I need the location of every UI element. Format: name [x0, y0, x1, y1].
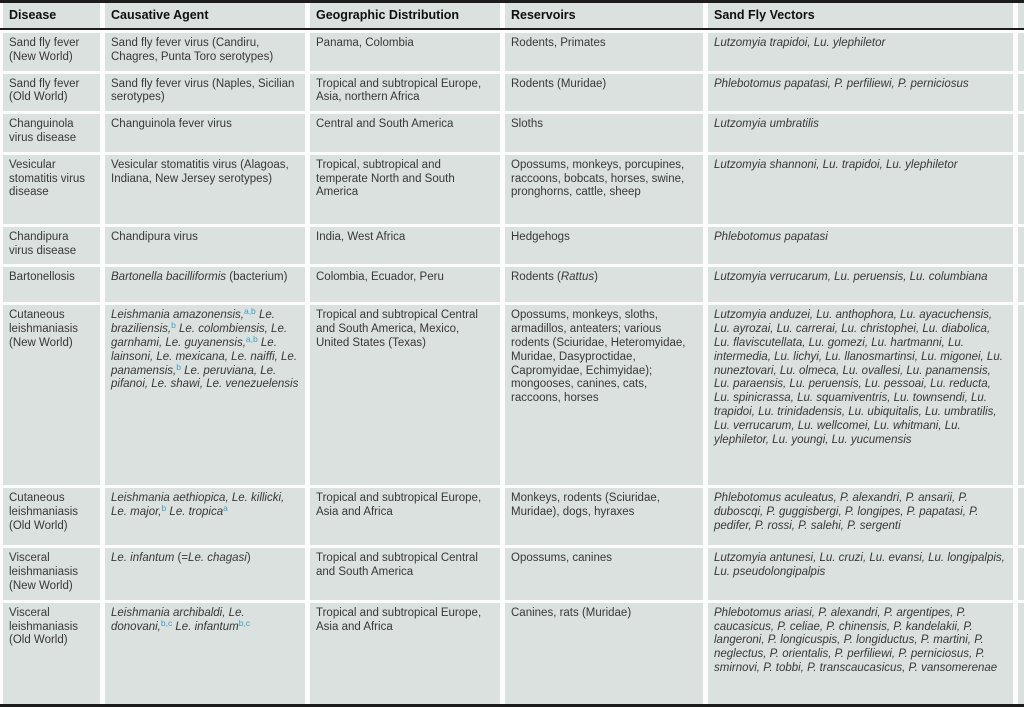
text-segment: Phlebotomus aculeatus, P. alexandri, P. ansarii, P. duboscqi, P. guggisbergi, P. longipes, P. papatasi, P. pedifer, P. rossi, P. salehi, P. sergenti	[714, 492, 979, 532]
column-header-geographic-distribution: Geographic Distribution	[310, 3, 500, 28]
table-row	[0, 267, 1024, 302]
text-segment: Leishmania archibaldi, Le. donovani,	[111, 606, 245, 633]
reservoirs-cell	[505, 488, 703, 545]
sand-fly-vectors-cell	[708, 548, 1013, 599]
text-segment: Opossums, canines	[511, 552, 612, 565]
text-segment: Phlebotomus papatasi, P. perfiliewi, P. perniciosus	[714, 77, 969, 90]
geographic-distribution-cell: India, West Africa	[310, 227, 500, 265]
geographic-distribution-cell: Colombia, Ecuador, Peru	[310, 267, 500, 302]
disease-cell: Sand fly fever (New World)	[3, 33, 100, 71]
text-segment: Le. infantum	[172, 620, 239, 633]
text-segment: Sloths	[511, 118, 543, 131]
text-segment: )	[246, 552, 251, 565]
edge-sliver-cell	[1018, 488, 1024, 545]
edge-sliver-cell	[1018, 114, 1024, 152]
footnote-marker: b,c	[238, 617, 251, 628]
text-segment: Lutzomyia trapidoi, Lu. ylephiletor	[714, 37, 886, 49]
edge-sliver-cell	[1018, 33, 1024, 71]
geographic-distribution-cell: Tropical and subtropical Europe, Asia, northern Africa	[310, 74, 500, 112]
text-segment: Rodents, Primates	[511, 37, 606, 49]
geographic-distribution-cell: Panama, Colombia	[310, 33, 500, 71]
text-segment: Canines, rats (Muridae)	[511, 606, 632, 619]
sand-fly-vectors-cell	[708, 114, 1013, 152]
causative-agent-cell	[105, 114, 305, 152]
text-segment: Lutzomyia umbratilis	[714, 118, 819, 131]
reservoirs-cell	[505, 33, 703, 71]
edge-sliver-cell	[1018, 74, 1024, 112]
text-segment: Lutzomyia shannoni, Lu. trapidoi, Lu. ylephiletor	[714, 158, 958, 171]
disease-cell: Bartonellosis	[3, 267, 100, 302]
column-header-sand-fly-vectors: Sand Fly Vectors	[708, 3, 1013, 28]
column-header-disease: Disease	[3, 3, 100, 28]
disease-cell: Visceral leishmaniasis (New World)	[3, 548, 100, 599]
table-header-row	[0, 3, 1024, 30]
table-row	[0, 305, 1024, 485]
text-segment: Leishmania amazonensis,	[111, 309, 244, 322]
text-segment: Le. lainsoni, Le. mexicana, Le. naiffi, Le. panamensis,	[111, 336, 298, 377]
text-segment: Lutzomyia antunesi, Lu. cruzi, Lu. evansi, Lu. longipalpis, Lu. pseudolongipalpis	[714, 552, 1005, 579]
text-segment: Vesicular stomatitis virus (Alagoas, Indiana, New Jersey serotypes)	[111, 158, 289, 185]
causative-agent-cell	[105, 603, 305, 704]
text-segment: Lutzomyia anduzei, Lu. anthophora, Lu. ayacuchensis, Lu. ayrozai, Lu. carrerai, Lu. christophei, Lu. diabolica, Lu. flaviscutellata, Lu. gomezi, Lu. hartmanni, Lu. intermedia, Lu. lichyi, Lu. llanosmartinsi, Lu. migonei, Lu. nuneztovari, Lu. olmeca, Lu. ovallesi, Lu. panamensis, Lu. paraensis, Lu. peruensis, Lu. pessoai, Lu. reducta, Lu. spinicrassa, Lu. squamiventris, Lu. townsendi, Lu. trapidoi, Lu. trinidadensis, Lu. ubiquitalis, Lu. umbratilis, Lu. verrucarum, Lu. wellcomei, Lu. whitmani, Lu. ylephiletor, Lu. youngi, Lu. yucumensis	[714, 309, 1003, 446]
geographic-distribution-cell: Tropical, subtropical and temperate North and South America	[310, 155, 500, 224]
edge-sliver-cell	[1018, 267, 1024, 302]
edge-sliver-cell	[1018, 227, 1024, 265]
edge-sliver-cell	[1018, 155, 1024, 224]
footnote-marker: b	[176, 361, 181, 372]
text-segment: (bacterium)	[226, 271, 288, 284]
table-row	[0, 603, 1024, 704]
disease-cell: Changuinola virus disease	[3, 114, 100, 152]
footnote-marker: a	[223, 503, 228, 514]
geographic-distribution-cell: Tropical and subtropical Central and South America	[310, 548, 500, 599]
text-segment: Le. braziliensis,	[111, 309, 275, 336]
text-segment: Le. infantum	[111, 552, 175, 565]
sand-fly-vectors-cell	[708, 33, 1013, 71]
table-row	[0, 33, 1024, 71]
reservoirs-cell	[505, 267, 703, 302]
reservoirs-cell	[505, 114, 703, 152]
footnote-marker: a,b	[245, 333, 258, 344]
footnote-marker: b	[161, 503, 167, 514]
text-segment: Le. colombiensis, Le. garnhami, Le. guyanensis,	[111, 323, 288, 349]
disease-cell: Visceral leishmaniasis (Old World)	[3, 603, 100, 704]
text-segment: Chandipura virus	[111, 230, 198, 243]
table-row	[0, 74, 1024, 112]
text-segment: Lutzomyia verrucarum, Lu. peruensis, Lu. columbiana	[714, 271, 988, 284]
text-segment: Phlebotomus papatasi	[714, 230, 828, 243]
text-segment: Changuinola fever virus	[111, 118, 232, 131]
causative-agent-cell	[105, 155, 305, 224]
reservoirs-cell	[505, 305, 703, 485]
text-segment: Bartonella bacilliformis	[111, 271, 227, 284]
reservoirs-cell	[505, 227, 703, 265]
text-segment: Opossums, monkeys, sloths, armadillos, anteaters; various rodents (Sciuridae, Heteromyidae, Muridae, Dasyproctidae, Capromyidae, Echimyidae); mongooses, canines, cats, raccoons, horses	[511, 309, 686, 405]
text-segment: Le. peruviana, Le. pifanoi, Le. shawi, Le. venezuelensis	[111, 364, 299, 391]
causative-agent-cell	[105, 305, 305, 485]
causative-agent-cell	[105, 488, 305, 545]
text-segment: Le. tropica	[166, 506, 224, 519]
table-row	[0, 227, 1024, 265]
sand-fly-vectors-cell	[708, 155, 1013, 224]
sand-fly-vectors-cell	[708, 267, 1013, 302]
table-row	[0, 548, 1024, 599]
footnote-marker: b,c	[160, 617, 173, 628]
text-segment: Phlebotomus ariasi, P. alexandri, P. argentipes, P. caucasicus, P. celiae, P. chinensis, P. kandelakii, P. langeroni, P. longicuspis, P. longiductus, P. martini, P. neglectus, P. orientalis, P. perfiliewi, P. perniciosus, P. smirnovi, P. tobbi, P. transcaucasicus, P. vansomerenae	[714, 606, 998, 674]
edge-sliver-cell	[1018, 3, 1024, 28]
edge-sliver-cell	[1018, 548, 1024, 599]
reservoirs-cell	[505, 74, 703, 112]
text-segment: Rodents (	[511, 271, 561, 284]
table-row	[0, 488, 1024, 545]
disease-cell: Cutaneous leishmaniasis (Old World)	[3, 488, 100, 545]
text-segment: Le. chagasi	[188, 552, 247, 565]
text-segment: Monkeys, rodents (Sciuridae, Muridae), dogs, hyraxes	[511, 492, 660, 519]
causative-agent-cell	[105, 227, 305, 265]
sand-fly-vectors-cell	[708, 305, 1013, 485]
footnote-marker: a,b	[243, 306, 256, 317]
text-segment: Rodents (Muridae)	[511, 77, 607, 90]
disease-cell: Sand fly fever (Old World)	[3, 74, 100, 112]
geographic-distribution-cell: Tropical and subtropical Central and South America, Mexico, United States (Texas)	[310, 305, 500, 485]
sand-fly-vectors-cell	[708, 74, 1013, 112]
column-header-reservoirs: Reservoirs	[505, 3, 703, 28]
sand-fly-vectors-cell	[708, 488, 1013, 545]
causative-agent-cell	[105, 548, 305, 599]
text-segment: Hedgehogs	[511, 230, 570, 243]
geographic-distribution-cell: Central and South America	[310, 114, 500, 152]
text-segment: Opossums, monkeys, porcupines, raccoons, bobcats, horses, swine, pronghorns, cattle, sheep	[511, 158, 685, 199]
disease-cell: Chandipura virus disease	[3, 227, 100, 265]
sand-fly-vectors-cell	[708, 227, 1013, 265]
text-segment: Sand fly fever virus (Candiru, Chagres, Punta Toro serotypes)	[111, 37, 274, 63]
geographic-distribution-cell: Tropical and subtropical Europe, Asia and Africa	[310, 603, 500, 704]
column-header-causative-agent: Causative Agent	[105, 3, 305, 28]
table-body	[0, 33, 1024, 704]
text-segment: )	[594, 271, 598, 284]
text-segment: Rattus	[560, 271, 595, 284]
reservoirs-cell	[505, 603, 703, 704]
causative-agent-cell	[105, 267, 305, 302]
causative-agent-cell	[105, 33, 305, 71]
causative-agent-cell	[105, 74, 305, 112]
footnote-marker: b	[171, 320, 176, 331]
disease-cell: Vesicular stomatitis virus disease	[3, 155, 100, 224]
edge-sliver-cell	[1018, 305, 1024, 485]
text-segment: Sand fly fever virus (Naples, Sicilian serotypes)	[111, 77, 295, 104]
text-segment: Leishmania aethiopica, Le. killicki, Le. major,	[111, 492, 285, 519]
disease-cell: Cutaneous leishmaniasis (New World)	[3, 305, 100, 485]
edge-sliver-cell	[1018, 603, 1024, 704]
sand-fly-vectors-cell	[708, 603, 1013, 704]
table-row	[0, 114, 1024, 152]
reservoirs-cell	[505, 155, 703, 224]
table-row	[0, 155, 1024, 224]
text-segment: (=	[174, 552, 189, 565]
reservoirs-cell	[505, 548, 703, 599]
geographic-distribution-cell: Tropical and subtropical Europe, Asia and Africa	[310, 488, 500, 545]
